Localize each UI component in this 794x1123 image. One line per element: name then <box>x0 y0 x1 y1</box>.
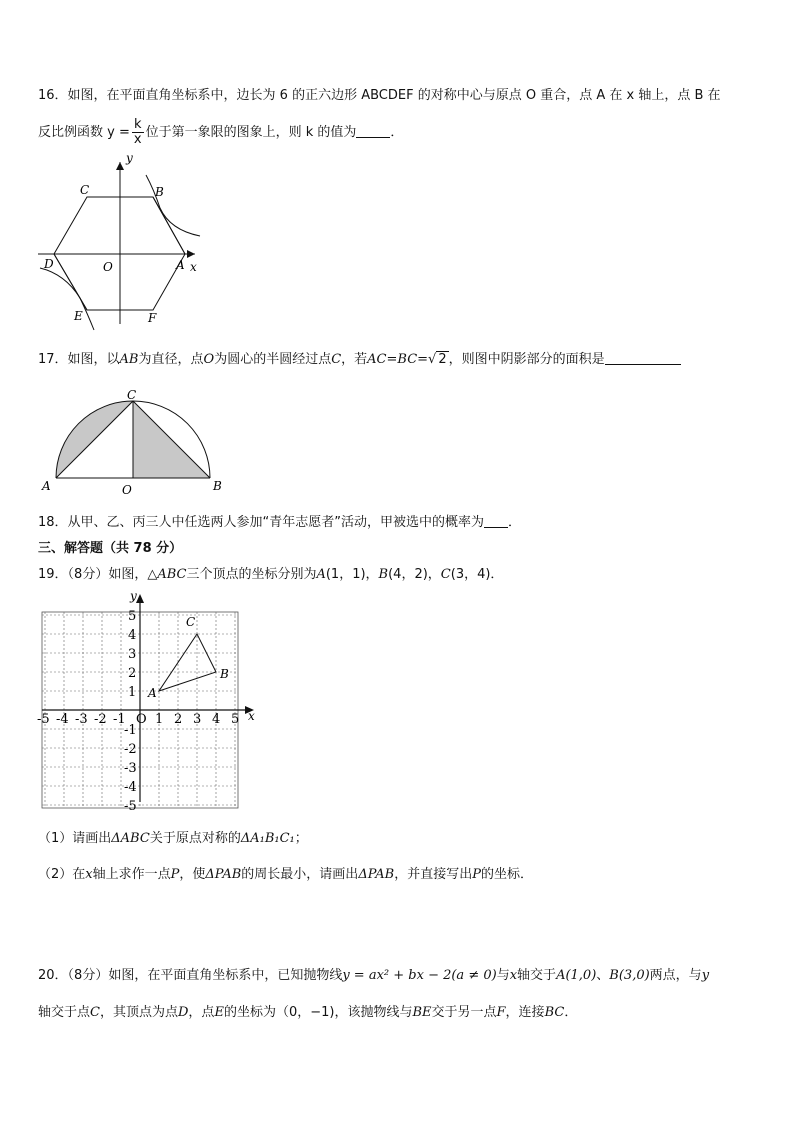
q19-x-tick-label: 2 <box>174 712 183 727</box>
q16-label-D: D <box>44 257 54 271</box>
q19-label-A: A <box>148 686 157 700</box>
q17-semicircle-figure <box>38 386 228 498</box>
q19-x-tick-label: -3 <box>75 712 88 727</box>
q16-label-C: C <box>80 183 90 197</box>
q19-y-tick-label: -1 <box>124 723 137 738</box>
q16-hexagon-figure <box>30 150 210 335</box>
q19-grid-figure <box>34 589 264 814</box>
q19-x-tick-label: -2 <box>94 712 107 727</box>
q19-y-tick-label: -5 <box>124 799 137 814</box>
q16-label-B: B <box>155 185 164 199</box>
q17-sqrt: √ 2 <box>428 352 447 367</box>
q19-x-tick-label: 3 <box>193 712 202 727</box>
q16-label-A: A <box>176 258 185 272</box>
q17-label-B: B <box>213 479 222 493</box>
q17-answer-blank[interactable] <box>605 350 681 365</box>
q20-line1: 20．（8分）如图，在平面直角坐标系中，已知抛物线y = ax² + bx − 2(a ≠ 0)与x轴交于A(1,0)、B(3,0)两点，与y <box>38 968 710 983</box>
q19-x-tick-label: -4 <box>56 712 69 727</box>
q19-x-tick-label: -1 <box>113 712 126 727</box>
q16-label-y: y <box>126 151 133 165</box>
q17-label-A: A <box>42 479 51 493</box>
q19-y-tick-label: 2 <box>128 666 137 681</box>
q19-part1: （1）请画出ΔABC关于原点对称的ΔA₁B₁C₁； <box>38 831 308 846</box>
q19-label-B: B <box>220 667 229 681</box>
q19-label-y: y <box>130 589 137 603</box>
q19-x-tick-label: 4 <box>212 712 221 727</box>
q16-fraction: $\frac{k}{x}$ <box>133 117 142 147</box>
q19-x-tick-label: O <box>136 712 147 727</box>
section-three-heading: 三、解答题（共 78 分） <box>38 541 183 556</box>
q20-line2: 轴交于点C，其顶点为点D，点E的坐标为（0，−1)，该抛物线与BE交于另一点F，连接BC． <box>38 1005 578 1020</box>
q19-text: 19．（8分）如图，△ABC三个顶点的坐标分别为A(1，1)，B(4，2)，C(3，4)． <box>38 567 504 582</box>
q19-y-tick-label: -2 <box>124 742 137 757</box>
q17-text: 17．如图，以AB为直径，点O为圆心的半圆经过点C，若AC=BC=√ 2 ，则图中阴影部分的面积是 <box>38 348 681 367</box>
q16-line1: 16．如图，在平面直角坐标系中，边长为 6 的正六边形 ABCDEF 的对称中心与原点 O 重合，点 A 在 x 轴上，点 B 在 <box>38 88 721 103</box>
q19-y-tick-label: 4 <box>128 628 137 643</box>
q18-answer-blank[interactable] <box>484 513 508 528</box>
q17-label-O: O <box>122 483 132 497</box>
q19-part2: （2）在x轴上求作一点P，使ΔPAB的周长最小，请画出ΔPAB，并直接写出P的坐标． <box>38 867 533 882</box>
q19-y-tick-label: 1 <box>128 685 137 700</box>
q16-label-x: x <box>190 260 197 274</box>
q17-label-C: C <box>127 388 137 402</box>
q19-y-tick-label: -4 <box>124 780 137 795</box>
q16-answer-blank[interactable] <box>356 123 390 138</box>
q16-label-E: E <box>74 309 83 323</box>
q19-x-tick-label: 5 <box>231 712 240 727</box>
q19-x-tick-label: -5 <box>37 712 50 727</box>
q18-text: 18．从甲、乙、丙三人中任选两人参加“青年志愿者”活动，甲被选中的概率为 ． <box>38 515 522 530</box>
q19-label-C: C <box>186 615 196 629</box>
q19-y-tick-label: 5 <box>128 609 137 624</box>
q16-label-F: F <box>148 311 157 325</box>
q19-y-tick-label: -3 <box>124 761 137 776</box>
q19-y-tick-label: 3 <box>128 647 137 662</box>
q16-label-O: O <box>103 260 113 274</box>
q19-x-tick-label: 1 <box>155 712 164 727</box>
q16-line2: 反比例函数 y = $\frac{k}{x}$ 位于第一象限的图象上，则 k 的值为 ． <box>38 117 404 147</box>
q19-label-x: x <box>248 709 255 723</box>
